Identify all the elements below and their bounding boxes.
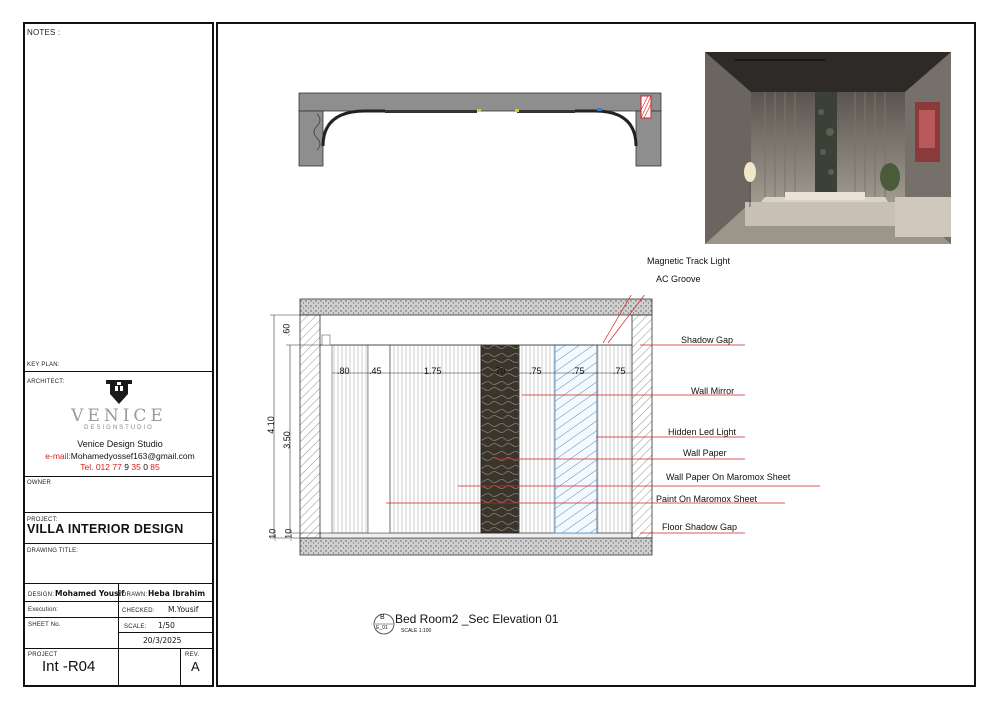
dim-width-6: .75	[572, 366, 585, 376]
elevation-title: Bed Room2 _Sec Elevation 01	[395, 612, 559, 626]
logo-sub: DESIGNSTUDIO	[84, 425, 154, 431]
execution-label: Execution:	[28, 607, 59, 613]
divider	[23, 601, 214, 602]
project-code-value: Int -R04	[42, 658, 96, 675]
revision-value: A	[191, 659, 200, 674]
elevation-scale: SCALE 1:100	[401, 628, 432, 634]
callout-shadow-gap: Shadow Gap	[681, 335, 734, 345]
scale-value: 1/50	[158, 621, 175, 630]
section-marker-bottom: E_01	[376, 625, 388, 631]
notes-label: NOTES :	[27, 28, 61, 37]
divider	[118, 632, 214, 633]
studio-email[interactable]: e-mail:Mohamedyossef163@gmail.com	[45, 451, 195, 461]
divider	[23, 512, 214, 513]
ceiling-section-detail	[295, 90, 665, 170]
date-value: 20/3/2025	[143, 636, 182, 645]
design-value: Mohamed Yousif	[55, 589, 125, 598]
section-marker-top: B	[380, 614, 385, 621]
callout-ac-groove: AC Groove	[656, 274, 701, 284]
scale-label: SCALE:	[124, 624, 147, 630]
venice-shield-icon	[104, 378, 134, 406]
callout-wall-mirror: Wall Mirror	[691, 386, 735, 396]
dim-width-3: 1.75	[424, 366, 442, 376]
dim-wall-height: 3.50	[281, 431, 292, 449]
divider	[23, 371, 214, 372]
callout-wall-paper: Wall Paper	[683, 448, 727, 458]
callout-floor-shadow-gap: Floor Shadow Gap	[662, 522, 738, 532]
callout-wall-paper-maromox: Wall Paper On Maromox Sheet	[666, 472, 791, 482]
project-name: VILLA INTERIOR DESIGN	[27, 522, 184, 536]
dim-width-5: .75	[529, 366, 542, 376]
dim-width-1: .80	[337, 366, 350, 376]
dim-bottom-b: .10	[283, 528, 294, 542]
drawn-value: Heba Ibrahim	[148, 589, 206, 598]
logo-main: VENICE	[71, 406, 167, 426]
divider	[118, 583, 119, 687]
dim-bottom-a: .10	[267, 528, 278, 542]
dim-width-7: .75	[613, 366, 626, 376]
divider	[180, 648, 181, 687]
dim-width-4: .70	[493, 366, 506, 376]
drawn-label: DRAWN:	[122, 592, 148, 598]
callout-magnetic-track-light: Magnetic Track Light	[647, 256, 731, 266]
bedroom-render-image	[705, 52, 951, 244]
divider	[23, 476, 214, 477]
checked-value: M.Yousif	[168, 605, 199, 614]
dim-width-2: .45	[369, 366, 382, 376]
dim-top-gap: .60	[281, 323, 292, 337]
project-code-label: PROJECT	[28, 652, 58, 658]
design-label: DESIGN:	[28, 592, 55, 598]
revision-label: REV.	[185, 652, 200, 658]
callout-paint-maromox: Paint On Maromox Sheet	[656, 494, 758, 504]
owner-label: OWNER	[27, 480, 51, 486]
studio-tel: Tel. 012 77 9 35 0 85	[80, 462, 160, 472]
sheet-no-label: SHEET No.	[28, 622, 61, 628]
project-label: PROJECT:	[27, 517, 58, 523]
callout-hidden-led-light: Hidden Led Light	[668, 427, 737, 437]
divider	[23, 617, 214, 618]
studio-name: Venice Design Studio	[77, 439, 163, 449]
dim-overall-height: 4.10	[265, 416, 276, 434]
divider	[23, 648, 214, 649]
key-plan-label: KEY PLAN:	[27, 362, 60, 368]
checked-label: CHECKED:	[122, 608, 155, 614]
drawing-title-label: DRAWING TITLE:	[27, 548, 79, 554]
architect-label: ARCHITECT:	[27, 379, 65, 385]
divider	[23, 543, 214, 544]
